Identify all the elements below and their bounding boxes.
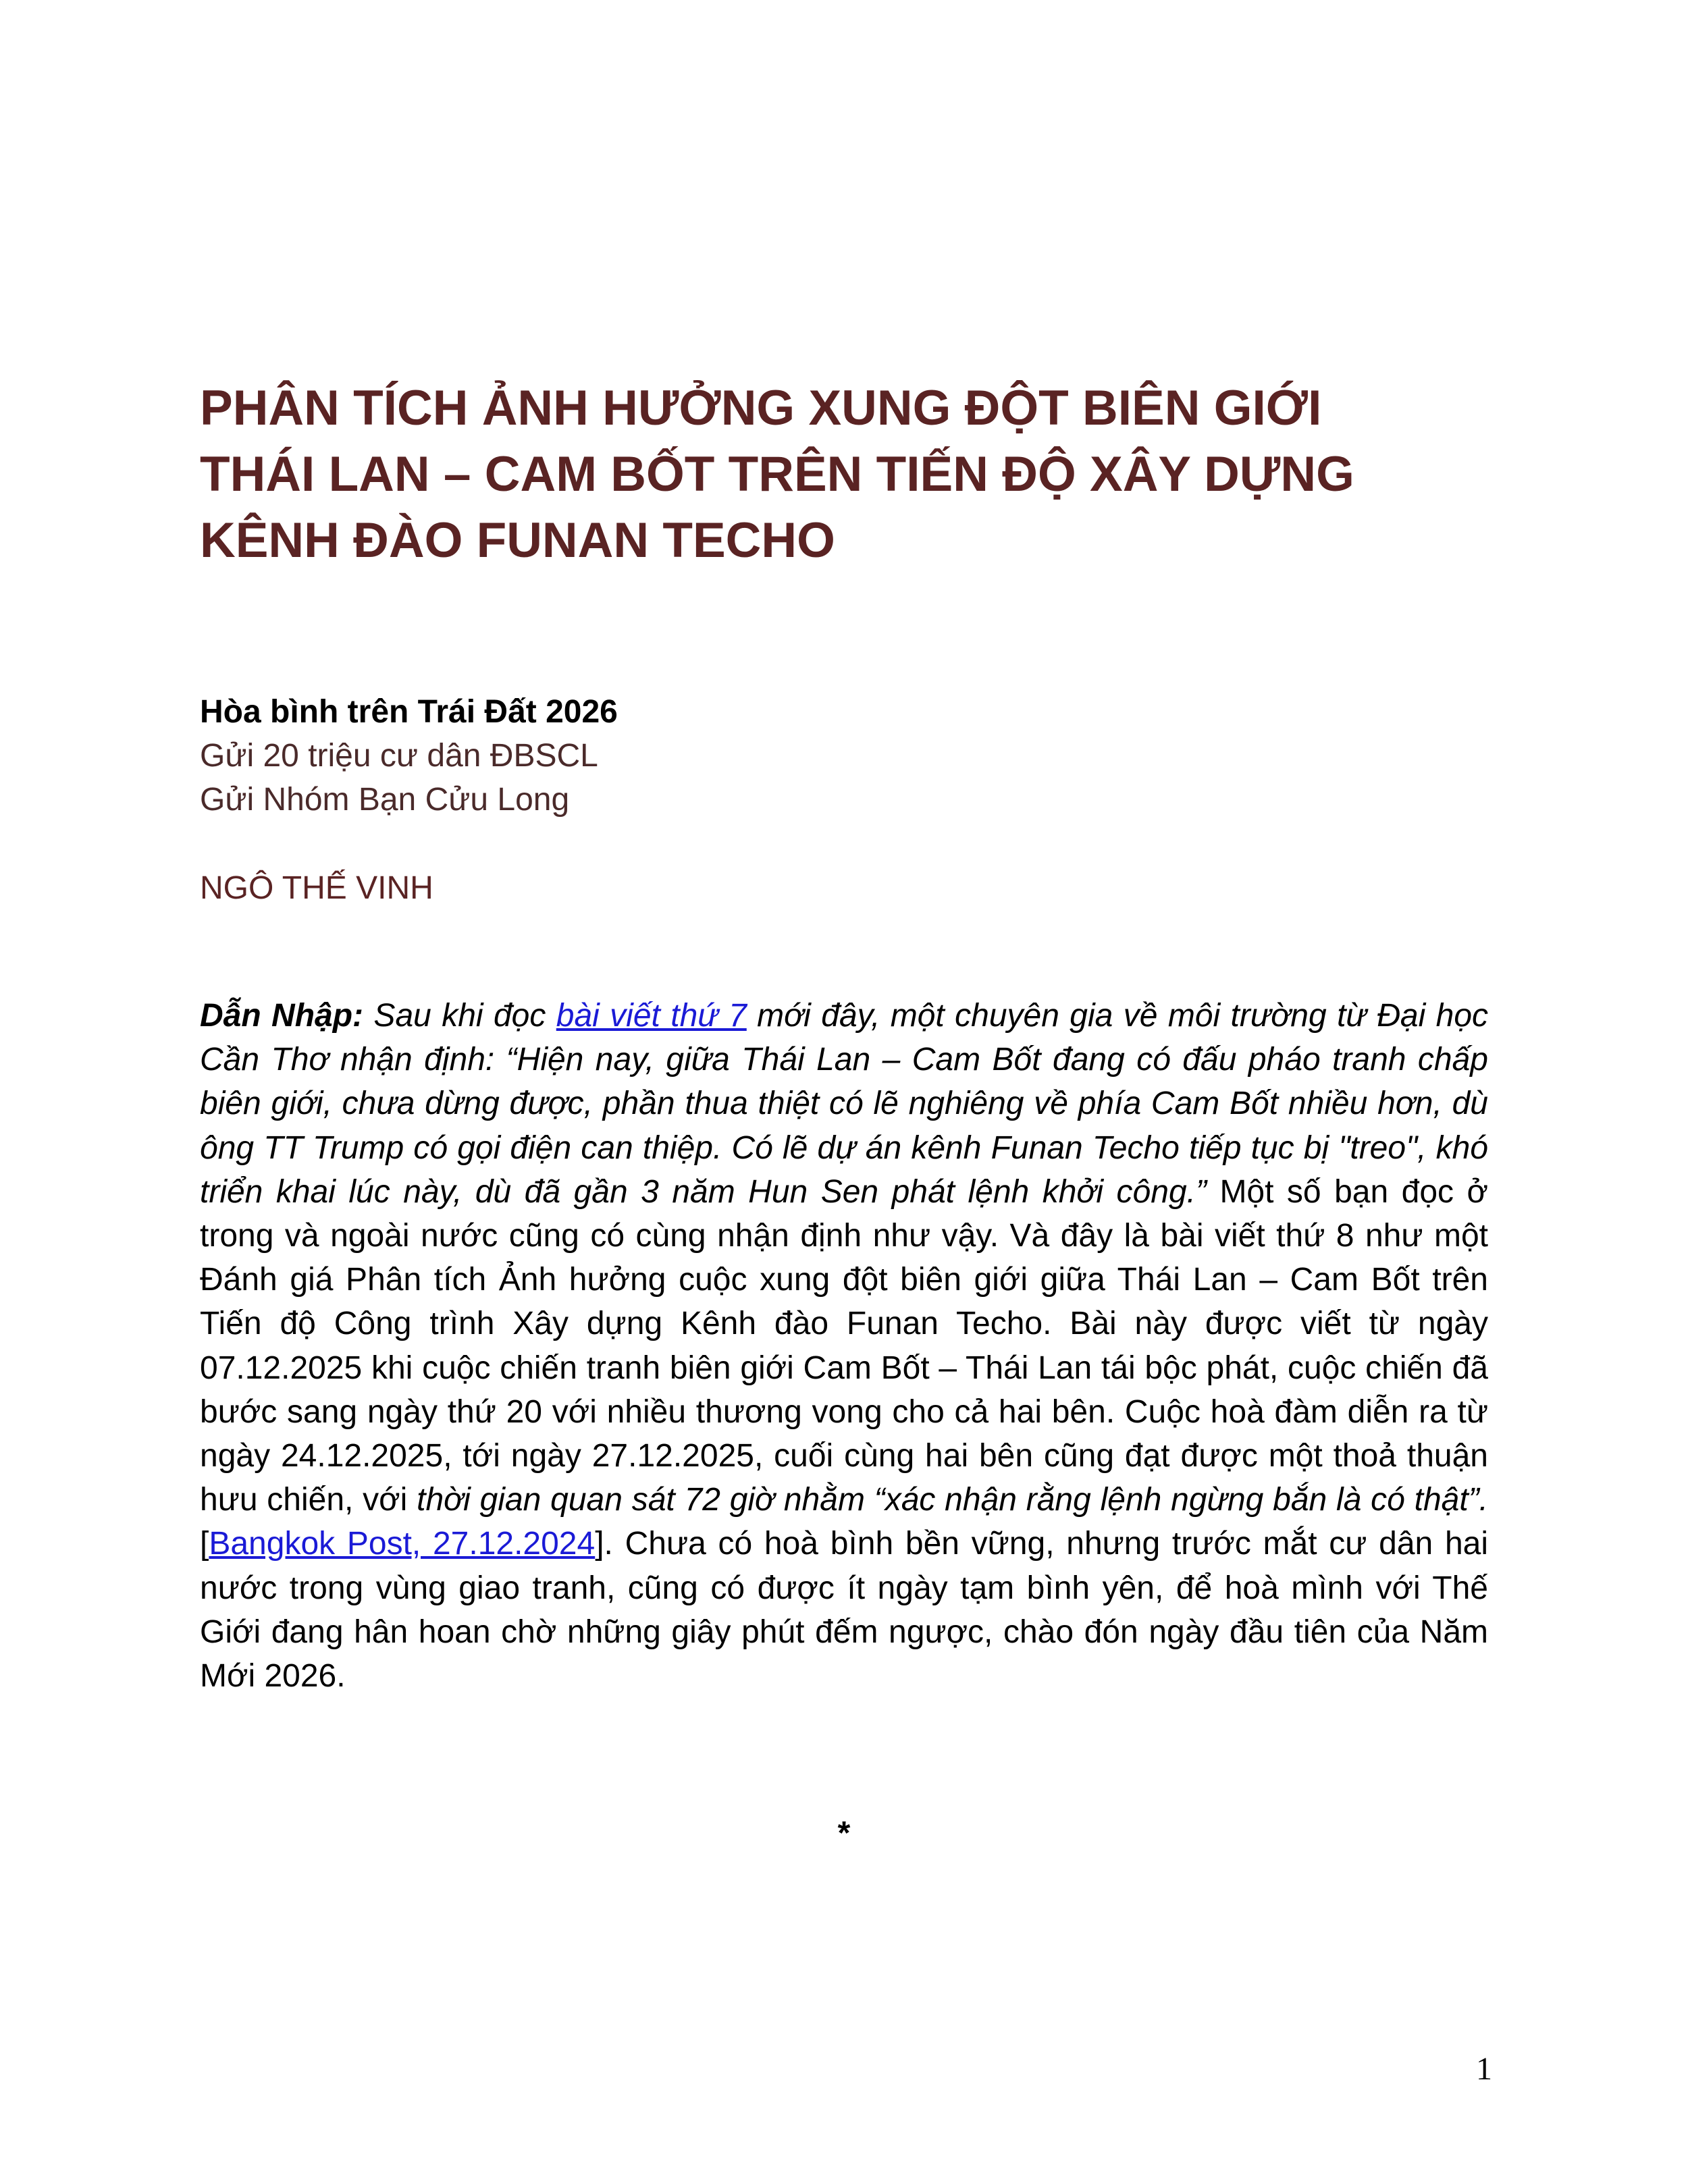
intro-paragraph [200, 994, 1488, 1698]
intro-italic-phrase: thời gian quan sát 72 giờ nhằm “xác nhận rằng lệnh ngừng bắn là có thật”. [417, 1482, 1488, 1518]
intro-text-3: [ [200, 1526, 209, 1562]
dedication-line-2: Gửi Nhóm Bạn Cửu Long [200, 782, 570, 818]
bangkok-post-link[interactable]: Bangkok Post, 27.12.2024 [209, 1526, 596, 1562]
page-number: 1 [1476, 2051, 1492, 2087]
title-line-1: PHÂN TÍCH ẢNH HƯỞNG XUNG ĐỘT BIÊN GIỚI [200, 381, 1322, 435]
author-name: NGÔ THẾ VINH [200, 870, 433, 906]
title-line-3: KÊNH ĐÀO FUNAN TECHO [200, 513, 835, 568]
intro-text-1: Sau khi đọc [363, 998, 556, 1034]
dedication-line-1: Gửi 20 triệu cư dân ĐBSCL [200, 738, 598, 774]
article-7-link[interactable]: bài viết thứ 7 [556, 998, 747, 1034]
title-line-2: THÁI LAN – CAM BỐT TRÊN TIẾN ĐỘ XÂY DỰNG [200, 447, 1354, 502]
intro-lead: Dẫn Nhập: [200, 998, 364, 1034]
intro-quote: mới đây, một chuyên gia về môi trường từ Đại học Cần Thơ nhận định: “Hiện nay, giữa Thái Lan – Cam Bốt đang có đấu pháo tranh chấp biên giới, chưa dừng được, phần thua thiệt có lẽ nghiêng về phía Cam Bốt nhiều hơn, dù ông TT Trump có gọi điện can thiệp. Có lẽ dự án kênh Funan Techo tiếp tục bị "treo", khó triển khai lúc này, dù đã gần 3 năm Hun Sen phát lệnh khởi công.” [200, 998, 1489, 1210]
article-title [200, 375, 1483, 574]
intro-text-4: ]. Chưa có hoà bình bền vững, nhưng trước mắt cư dân hai nước trong vùng giao tranh, cũng có được ít ngày tạm bình yên, để hoà mình với Thế Giới đang hân hoan chờ những giây phút đếm ngược, chào đón ngày đầu tiên của Năm Mới 2026. [200, 1526, 1488, 1695]
section-separator: * [837, 1815, 851, 1851]
article-meta [200, 690, 618, 822]
series-label: Hòa bình trên Trái Đất 2026 [200, 694, 618, 730]
intro-text-2: Một số bạn đọc ở trong và ngoài nước cũng có cùng nhận định như vậy. Và đây là bài viết thứ 8 như một Đánh giá Phân tích Ảnh hưởng cuộc xung đột biên giới giữa Thái Lan – Cam Bốt trên Tiến độ Công trình Xây dựng Kênh đào Funan Techo. Bài này được viết từ ngày 07.12.2025 khi cuộc chiến tranh biên giới Cam Bốt – Thái Lan tái bộc phát, cuộc chiến đã bước sang ngày thứ 20 với nhiều thương vong cho cả hai bên. Cuộc hoà đàm diễn ra từ ngày 24.12.2025, tới ngày 27.12.2025, cuối cùng hai bên cũng đạt được một thoả thuận hưu chiến, với [200, 1173, 1489, 1518]
